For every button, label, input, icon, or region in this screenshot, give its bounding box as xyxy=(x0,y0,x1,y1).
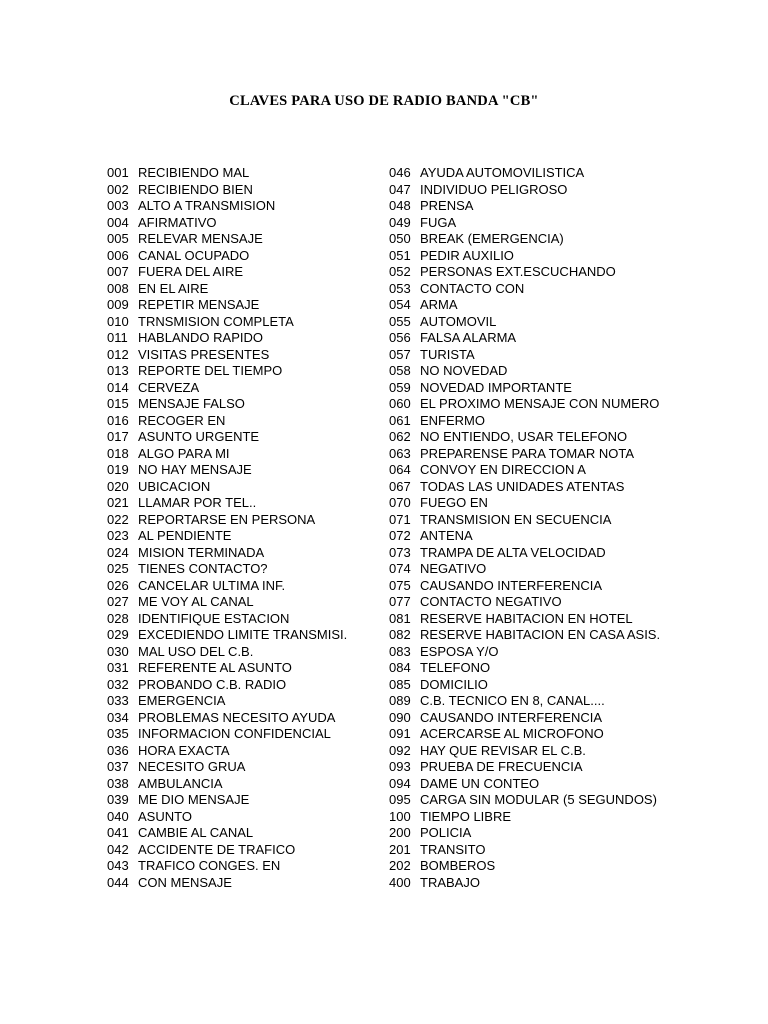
code-row xyxy=(107,363,377,380)
code-number: 055 xyxy=(389,313,411,329)
code-number: 039 xyxy=(107,792,129,807)
code-number: 040 xyxy=(107,808,129,824)
code-number: 038 xyxy=(107,775,129,791)
code-description: TIEMPO LIBRE xyxy=(420,808,512,824)
code-row xyxy=(389,693,689,710)
code-number: 082 xyxy=(389,627,411,642)
code-number: 077 xyxy=(389,594,411,609)
code-description: TRABAJO xyxy=(420,874,480,890)
code-row xyxy=(389,644,689,661)
code-description: TELEFONO xyxy=(420,660,491,675)
code-number: 059 xyxy=(389,379,411,395)
code-number: 064 xyxy=(389,462,411,477)
code-description: NO ENTIENDO, USAR TELEFONO xyxy=(420,429,628,444)
code-description: POLICIA xyxy=(420,825,472,840)
code-number: 015 xyxy=(107,396,129,411)
code-row xyxy=(389,545,689,562)
code-description: PROBLEMAS NECESITO AYUDA xyxy=(138,709,336,725)
code-row xyxy=(389,380,689,397)
code-row xyxy=(107,693,377,710)
code-description: ENFERMO xyxy=(420,412,485,428)
code-row xyxy=(389,165,689,182)
code-number: 019 xyxy=(107,462,129,477)
code-row xyxy=(107,347,377,364)
code-row xyxy=(107,462,377,479)
code-description: ALTO A TRANSMISION xyxy=(138,198,276,213)
code-number: 090 xyxy=(389,709,411,725)
code-number: 027 xyxy=(107,594,129,609)
code-number: 042 xyxy=(107,841,129,857)
code-number: 010 xyxy=(107,313,129,329)
code-row xyxy=(107,446,377,463)
code-number: 028 xyxy=(107,610,129,626)
code-row xyxy=(107,875,377,892)
code-row xyxy=(107,677,377,694)
code-description: VISITAS PRESENTES xyxy=(138,346,270,362)
code-number: 200 xyxy=(389,825,411,840)
code-number: 036 xyxy=(107,742,129,758)
code-description: FUEGO EN xyxy=(420,495,488,510)
code-description: ANTENA xyxy=(420,528,473,543)
code-description: ACCIDENTE DE TRAFICO xyxy=(138,841,296,857)
code-row xyxy=(389,281,689,298)
code-description: REPORTARSE EN PERSONA xyxy=(138,511,316,527)
code-row xyxy=(107,512,377,529)
code-description: ME DIO MENSAJE xyxy=(138,792,250,807)
code-number: 011 xyxy=(107,330,128,345)
code-number: 001 xyxy=(107,165,129,180)
code-row xyxy=(389,677,689,694)
code-row xyxy=(107,314,377,331)
code-description: REFERENTE AL ASUNTO xyxy=(138,660,292,675)
code-number: 063 xyxy=(389,445,411,461)
code-description: NOVEDAD IMPORTANTE xyxy=(420,379,572,395)
code-number: 060 xyxy=(389,396,411,411)
code-number: 091 xyxy=(389,726,411,741)
code-number: 021 xyxy=(107,495,129,510)
code-description: CON MENSAJE xyxy=(138,874,232,890)
code-description: TRANSITO xyxy=(420,841,486,857)
code-description: PROBANDO C.B. RADIO xyxy=(138,676,287,692)
code-description: DAME UN CONTEO xyxy=(420,775,540,791)
code-number: 095 xyxy=(389,792,411,807)
code-number: 012 xyxy=(107,346,129,362)
code-description: ARMA xyxy=(420,297,458,312)
code-description: AYUDA AUTOMOVILISTICA xyxy=(420,165,585,180)
code-number: 067 xyxy=(389,478,411,494)
code-row xyxy=(107,627,377,644)
code-description: ALGO PARA MI xyxy=(138,445,230,461)
code-row xyxy=(107,182,377,199)
code-row xyxy=(389,363,689,380)
code-row xyxy=(107,528,377,545)
code-number: 043 xyxy=(107,858,129,873)
code-row xyxy=(389,231,689,248)
code-number: 018 xyxy=(107,445,129,461)
code-row xyxy=(389,792,689,809)
code-row xyxy=(389,314,689,331)
code-number: 054 xyxy=(389,297,411,312)
code-row xyxy=(389,330,689,347)
code-row xyxy=(107,743,377,760)
code-number: 058 xyxy=(389,363,411,378)
code-description: ASUNTO URGENTE xyxy=(138,429,260,444)
code-description: RECOGER EN xyxy=(138,412,226,428)
code-description: CONTACTO CON xyxy=(420,280,525,296)
code-row xyxy=(107,429,377,446)
code-description: FUGA xyxy=(420,214,457,230)
code-row xyxy=(389,825,689,842)
code-row xyxy=(107,495,377,512)
code-description: REPETIR MENSAJE xyxy=(138,297,260,312)
code-row xyxy=(389,462,689,479)
code-number: 074 xyxy=(389,561,411,576)
code-row xyxy=(107,413,377,430)
code-number: 094 xyxy=(389,775,411,791)
code-row xyxy=(107,759,377,776)
code-row xyxy=(389,578,689,595)
code-number: 201 xyxy=(389,841,411,857)
code-number: 089 xyxy=(389,693,411,708)
code-number: 071 xyxy=(389,511,411,527)
code-row xyxy=(107,545,377,562)
code-number: 024 xyxy=(107,544,129,560)
code-number: 062 xyxy=(389,429,411,444)
code-description: LLAMAR POR TEL.. xyxy=(138,495,257,510)
code-row xyxy=(107,231,377,248)
code-row xyxy=(389,858,689,875)
code-row xyxy=(389,182,689,199)
code-description: UBICACION xyxy=(138,478,211,494)
code-description: EL PROXIMO MENSAJE CON NUMERO xyxy=(420,396,660,411)
code-row xyxy=(107,594,377,611)
code-description: TRANSMISION EN SECUENCIA xyxy=(420,511,612,527)
code-row xyxy=(107,198,377,215)
code-row xyxy=(107,264,377,281)
code-number: 023 xyxy=(107,528,129,543)
code-description: FUERA DEL AIRE xyxy=(138,264,243,279)
code-number: 002 xyxy=(107,181,129,197)
code-row xyxy=(107,215,377,232)
code-description: PREPARENSE PARA TOMAR NOTA xyxy=(420,445,635,461)
code-description: RESERVE HABITACION EN HOTEL xyxy=(420,610,633,626)
code-row xyxy=(389,215,689,232)
code-row xyxy=(389,446,689,463)
code-row xyxy=(107,858,377,875)
code-number: 004 xyxy=(107,214,129,230)
code-number: 044 xyxy=(107,874,129,890)
code-number: 025 xyxy=(107,561,129,576)
code-number: 070 xyxy=(389,495,411,510)
code-row xyxy=(389,512,689,529)
code-row xyxy=(389,429,689,446)
code-description: EXCEDIENDO LIMITE TRANSMISI. xyxy=(138,627,348,642)
code-row xyxy=(389,198,689,215)
code-row xyxy=(107,611,377,628)
code-description: CAUSANDO INTERFERENCIA xyxy=(420,577,603,593)
code-description: NEGATIVO xyxy=(420,561,487,576)
code-description: CARGA SIN MODULAR (5 SEGUNDOS) xyxy=(420,792,657,807)
code-number: 017 xyxy=(107,429,129,444)
code-number: 007 xyxy=(107,264,129,279)
code-row xyxy=(389,594,689,611)
code-number: 031 xyxy=(107,660,129,675)
code-number: 400 xyxy=(389,874,411,890)
code-number: 081 xyxy=(389,610,411,626)
code-description: RESERVE HABITACION EN CASA ASIS. xyxy=(420,627,661,642)
code-row xyxy=(389,297,689,314)
code-description: PRUEBA DE FRECUENCIA xyxy=(420,759,583,774)
code-description: INFORMACION CONFIDENCIAL xyxy=(138,726,331,741)
code-number: 050 xyxy=(389,231,411,246)
code-number: 047 xyxy=(389,181,411,197)
code-description: PEDIR AUXILIO xyxy=(420,247,514,263)
code-number: 034 xyxy=(107,709,129,725)
code-description: C.B. TECNICO EN 8, CANAL.... xyxy=(420,693,605,708)
code-row xyxy=(389,710,689,727)
code-row xyxy=(389,396,689,413)
code-description: NECESITO GRUA xyxy=(138,759,246,774)
code-number: 085 xyxy=(389,676,411,692)
code-row xyxy=(389,413,689,430)
code-description: RECIBIENDO BIEN xyxy=(138,181,253,197)
code-row xyxy=(107,842,377,859)
code-number: 046 xyxy=(389,165,411,180)
code-row xyxy=(389,627,689,644)
code-row xyxy=(389,561,689,578)
code-description: REPORTE DEL TIEMPO xyxy=(138,363,283,378)
code-list-right xyxy=(389,165,689,891)
code-row xyxy=(107,710,377,727)
code-number: 072 xyxy=(389,528,411,543)
code-description: NO NOVEDAD xyxy=(420,363,508,378)
code-number: 020 xyxy=(107,478,129,494)
code-number: 014 xyxy=(107,379,129,395)
code-description: BOMBEROS xyxy=(420,858,496,873)
code-description: PRENSA xyxy=(420,198,474,213)
code-description: AFIRMATIVO xyxy=(138,214,217,230)
code-number: 202 xyxy=(389,858,411,873)
code-description: HABLANDO RAPIDO xyxy=(138,330,263,345)
code-number: 035 xyxy=(107,726,129,741)
code-number: 003 xyxy=(107,198,129,213)
code-description: FALSA ALARMA xyxy=(420,330,517,345)
code-description: PERSONAS EXT.ESCUCHANDO xyxy=(420,264,616,279)
code-row xyxy=(389,776,689,793)
code-description: AL PENDIENTE xyxy=(138,528,232,543)
code-description: HORA EXACTA xyxy=(138,742,230,758)
code-description: CONVOY EN DIRECCION A xyxy=(420,462,586,477)
code-row xyxy=(389,264,689,281)
code-list-left xyxy=(107,165,377,891)
code-row xyxy=(389,759,689,776)
code-number: 049 xyxy=(389,214,411,230)
code-row xyxy=(107,330,377,347)
code-number: 053 xyxy=(389,280,411,296)
code-row xyxy=(107,825,377,842)
code-row xyxy=(389,743,689,760)
code-description: IDENTIFIQUE ESTACION xyxy=(138,610,290,626)
code-description: TRAFICO CONGES. EN xyxy=(138,858,281,873)
code-number: 073 xyxy=(389,544,411,560)
code-number: 056 xyxy=(389,330,411,345)
code-row xyxy=(107,479,377,496)
code-number: 052 xyxy=(389,264,411,279)
code-number: 048 xyxy=(389,198,411,213)
code-row xyxy=(107,809,377,826)
code-row xyxy=(107,297,377,314)
code-row xyxy=(389,660,689,677)
code-description: CERVEZA xyxy=(138,379,200,395)
code-description: EN EL AIRE xyxy=(138,280,209,296)
code-description: EMERGENCIA xyxy=(138,693,226,708)
code-number: 100 xyxy=(389,808,411,824)
code-number: 057 xyxy=(389,346,411,362)
code-description: ESPOSA Y/O xyxy=(420,643,499,659)
code-number: 032 xyxy=(107,676,129,692)
code-description: INDIVIDUO PELIGROSO xyxy=(420,181,568,197)
code-row xyxy=(389,495,689,512)
code-number: 013 xyxy=(107,363,129,378)
code-number: 083 xyxy=(389,643,411,659)
code-row xyxy=(107,578,377,595)
code-description: CANAL OCUPADO xyxy=(138,247,250,263)
code-row xyxy=(107,165,377,182)
code-row xyxy=(107,660,377,677)
page-title: CLAVES PARA USO DE RADIO BANDA "CB" xyxy=(229,93,539,109)
code-row xyxy=(389,809,689,826)
code-number: 037 xyxy=(107,759,129,774)
code-description: MAL USO DEL C.B. xyxy=(138,643,254,659)
code-row xyxy=(107,281,377,298)
code-description: BREAK (EMERGENCIA) xyxy=(420,231,564,246)
code-number: 092 xyxy=(389,742,411,758)
code-number: 093 xyxy=(389,759,411,774)
code-description: TODAS LAS UNIDADES ATENTAS xyxy=(420,478,625,494)
code-row xyxy=(107,396,377,413)
code-row xyxy=(107,726,377,743)
code-number: 041 xyxy=(107,825,129,840)
code-description: TIENES CONTACTO? xyxy=(138,561,268,576)
code-description: MISION TERMINADA xyxy=(138,544,265,560)
code-description: MENSAJE FALSO xyxy=(138,396,245,411)
code-row xyxy=(389,726,689,743)
code-row xyxy=(107,561,377,578)
code-row xyxy=(107,248,377,265)
code-description: RELEVAR MENSAJE xyxy=(138,231,263,246)
code-description: NO HAY MENSAJE xyxy=(138,462,252,477)
code-description: CAMBIE AL CANAL xyxy=(138,825,254,840)
code-row xyxy=(107,380,377,397)
code-description: ACERCARSE AL MICROFONO xyxy=(420,726,604,741)
code-row xyxy=(389,528,689,545)
code-number: 051 xyxy=(389,247,411,263)
code-number: 061 xyxy=(389,412,411,428)
code-number: 006 xyxy=(107,247,129,263)
code-row xyxy=(389,875,689,892)
code-number: 026 xyxy=(107,577,129,593)
code-number: 022 xyxy=(107,511,129,527)
code-row xyxy=(389,611,689,628)
code-number: 075 xyxy=(389,577,411,593)
code-number: 016 xyxy=(107,412,129,428)
code-row xyxy=(107,644,377,661)
code-number: 084 xyxy=(389,660,411,675)
code-description: HAY QUE REVISAR EL C.B. xyxy=(420,742,586,758)
code-number: 033 xyxy=(107,693,129,708)
code-row xyxy=(107,792,377,809)
code-description: ASUNTO xyxy=(138,808,192,824)
code-description: TRAMPA DE ALTA VELOCIDAD xyxy=(420,544,606,560)
code-description: AMBULANCIA xyxy=(138,775,223,791)
code-description: RECIBIENDO MAL xyxy=(138,165,250,180)
code-description: DOMICILIO xyxy=(420,676,488,692)
code-number: 030 xyxy=(107,643,129,659)
code-row xyxy=(389,347,689,364)
code-description: TURISTA xyxy=(420,346,475,362)
code-description: CANCELAR ULTIMA INF. xyxy=(138,577,286,593)
code-row xyxy=(389,479,689,496)
code-number: 005 xyxy=(107,231,129,246)
code-description: TRNSMISION COMPLETA xyxy=(138,313,294,329)
code-description: CAUSANDO INTERFERENCIA xyxy=(420,709,603,725)
code-row xyxy=(389,842,689,859)
code-description: AUTOMOVIL xyxy=(420,313,497,329)
code-description: CONTACTO NEGATIVO xyxy=(420,594,562,609)
code-number: 009 xyxy=(107,297,129,312)
code-number: 008 xyxy=(107,280,129,296)
code-number: 029 xyxy=(107,627,129,642)
code-description: ME VOY AL CANAL xyxy=(138,594,254,609)
code-row xyxy=(107,776,377,793)
code-row xyxy=(389,248,689,265)
